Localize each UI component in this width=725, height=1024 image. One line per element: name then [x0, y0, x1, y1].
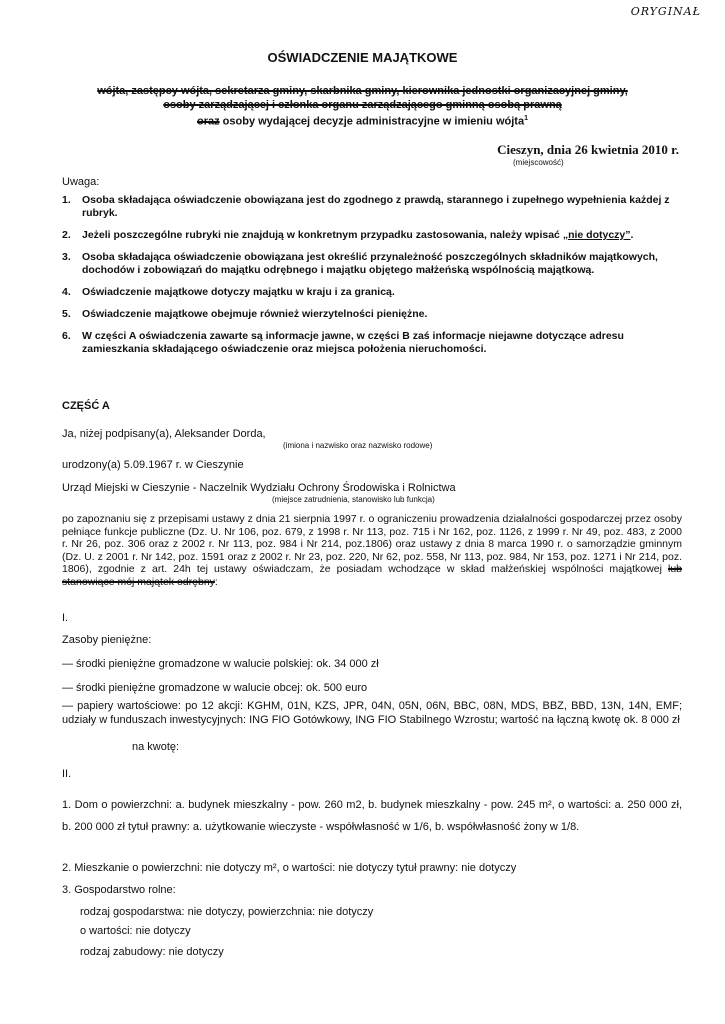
declarant-name: Ja, niżej podpisany(a), Aleksander Dorda,: [62, 428, 266, 440]
part-a-heading: CZĘŚĆ A: [62, 400, 110, 412]
farm-value: o wartości: nie dotyczy: [80, 925, 191, 937]
original-stamp: ORYGINAŁ: [630, 5, 701, 18]
note-item: 4. Oświadczenie majątkowe dotyczy majątku w kraju i za granicą.: [62, 286, 395, 298]
note-item: 1. Osoba składająca oświadczenie obowiązana jest do zgodnego z prawdą, starannego i zupełnego wypełnienia każdej z rubryk.: [62, 194, 670, 219]
farm-item: 3. Gospodarstwo rolne:: [62, 884, 176, 896]
house-item: 1. Dom o powierzchni: a. budynek mieszkalny - pow. 260 m2, b. budynek mieszkalny - pow. 245 m², o wartości: a. 250 000 zł, b. 200 000 zł tytuł prawny: a. użytkowanie wieczyste - współwłasność w 1/6, b. współwłasność żony w 1/8.: [62, 799, 682, 833]
section-1-label: Zasoby pieniężne:: [62, 634, 152, 646]
footnote-mark: 1: [524, 115, 528, 122]
securities: — papiery wartościowe: po 12 akcji: KGHM, 01N, KZS, JPR, 04N, 05N, 06N, BBC, 08N, MDS, BBZ, BBD, 13N, 14N, EMF; udziały w funduszach inwestycyjnych: ING FIO Gotówkowy, ING FIO Stabilnego Wzrostu; wartość na łączną kwotę ok. 8 000 zł: [62, 700, 682, 726]
struck-header-line-1: wójta, zastępcy wójta, sekretarza gminy, skarbnika gminy, kierownika jednostki organizacyjnej gminy,: [97, 85, 628, 97]
flat-item: 2. Mieszkanie o powierzchni: nie dotyczy m², o wartości: nie dotyczy tytuł prawny: nie dotyczy: [62, 862, 517, 874]
workplace-caption: (miejsce zatrudnienia, stanowisko lub funkcja): [272, 495, 435, 504]
section-2-number: II.: [62, 768, 72, 780]
document-title: OŚWIADCZENIE MAJĄTKOWE: [267, 50, 458, 65]
uwaga-label: Uwaga:: [62, 176, 100, 188]
note-item: 6. W części A oświadczenia zawarte są informacje jawne, w części B zaś informacje niejawne dotyczące adresu zamieszkania składającego oświadczenie oraz miejsca położenia nieruchomości.: [62, 330, 624, 355]
farm-buildings: rodzaj zabudowy: nie dotyczy: [80, 946, 224, 958]
note-item: 3. Osoba składająca oświadczenie obowiązana jest określić przynależność poszczególnych składników majątkowych, dochodów i zobowiązań do majątku odrębnego i majątku objętego małżeńską wspólnością majątkową.: [62, 251, 658, 276]
farm-type: rodzaj gospodarstwa: nie dotyczy, powierzchnia: nie dotyczy: [80, 906, 374, 918]
place-date: Cieszyn, dnia 26 kwietnia 2010 r.: [497, 142, 679, 157]
struck-phrase: lub stanowiące mój majątek odrębny: [62, 563, 682, 588]
law-paragraph: po zapoznaniu się z przepisami ustawy z dnia 21 sierpnia 1997 r. o ograniczeniu prowadzenia działalności gospodarczej przez osoby pełniące funkcje publiczne (Dz. U. Nr 106, poz. 679, z 1998 r. Nr 113, poz. 715 i Nr 162, poz. 1126, z 1999 r. Nr 49, poz. 483, z 2000 r. Nr 26, poz. 306 oraz z 2002 r. Nr 113, poz. 984 i Nr 214, poz.1806) oraz ustawy z dnia 8 marca 1990 r. o samorządzie gminnym (Dz. U. z 2001 r. Nr 142, poz. 1591 oraz z 2002 r. Nr 23, poz. 220, Nr 62, poz. 558, Nr 113, poz. 984, Nr 153, poz. 1271 i Nr 214, poz. 1806), zgodnie z art. 24h tej ustawy oświadczam, że posiadam wchodzące w skład małżeńskiej wspólności majątkowej lub stanowiące mój majątek odrębny:: [62, 513, 682, 588]
na-kwote-label: na kwotę:: [132, 741, 180, 753]
struck-header-line-2: osoby zarządzającej i członka organu zarządzającego gminną osobą prawną: [163, 99, 562, 111]
header-line-3-text: osoby wydającej decyzje administracyjne w imieniu wójta: [219, 115, 525, 128]
birth-line: urodzony(a) 5.09.1967 r. w Cieszynie: [62, 459, 244, 471]
struck-word: oraz: [197, 115, 220, 128]
name-caption: (imiona i nazwisko oraz nazwisko rodowe): [283, 441, 433, 450]
cash-pln: — środki pieniężne gromadzone w walucie polskiej: ok. 34 000 zł: [62, 658, 379, 670]
cash-foreign: — środki pieniężne gromadzone w walucie obcej: ok. 500 euro: [62, 682, 368, 694]
note-item: 2. Jeżeli poszczególne rubryki nie znajdują w konkretnym przypadku zastosowania, należy wpisać „nie dotyczy”.: [62, 229, 634, 241]
note-item: 5. Oświadczenie majątkowe obejmuje również wierzytelności pieniężne.: [62, 308, 428, 320]
section-1-number: I.: [62, 612, 69, 624]
header-line-3: [40, 112, 685, 129]
workplace-line: Urząd Miejski w Cieszynie - Naczelnik Wydziału Ochrony Środowiska i Rolnictwa: [62, 482, 456, 494]
place-caption: (miejscowość): [513, 158, 564, 167]
notes-list: [62, 194, 682, 365]
